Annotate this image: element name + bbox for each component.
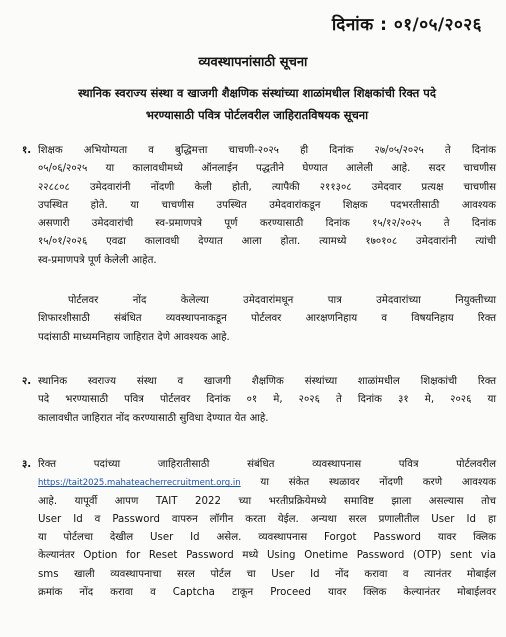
paragraph-text: पदे भरण्यासाठी पवित्र पोर्टलवर दिनांक ०१ मे, २०२६ ते दिनांक ३१ मे, २०२६ या xyxy=(38,394,496,406)
paragraph-line xyxy=(22,456,496,474)
paragraph-line xyxy=(22,474,496,492)
paragraph-line xyxy=(22,233,496,251)
paragraph-text: या पोर्टलचा देखील User Id असेल. व्यवस्थापनास Forgot Password यावर क्लिक xyxy=(38,532,496,544)
paragraph-text: केल्यानंतर Option for Reset Password मध्ये Using Onetime Password (OTP) sent via xyxy=(38,550,496,562)
paragraph-line: पदांसाठी माध्यमनिहाय जाहिरात देणे आवश्यक आहे. xyxy=(38,331,230,343)
paragraph-line xyxy=(22,142,496,160)
subtitle-line-1: स्थानिक स्वराज्य संस्था व खाजगी शैक्षणिक संस्थांच्या शाळांमधील शिक्षकांची रिक्त पदे xyxy=(78,86,436,100)
paragraph-text: sms खाली व्यवस्थापनाचा सरल पोर्टल चा User Id नोंद करावा व त्यानंतर मोबाईल xyxy=(38,568,496,580)
paragraph-text: स्व-प्रमाणपत्रे पूर्ण केलेली आहेत. xyxy=(38,254,157,266)
paragraph-line xyxy=(22,179,496,197)
paragraph-line xyxy=(22,252,496,270)
paragraph-line xyxy=(22,373,496,391)
paragraph-line xyxy=(22,493,496,511)
paragraph-1 xyxy=(22,142,496,270)
paragraph-text: २२८८०८ उमेदवारांनी नोंदणी केली होती, त्यापैकी २११३०८ उमेदवार प्रत्यक्ष चाचणीस xyxy=(38,181,496,193)
paragraph-line xyxy=(22,566,496,584)
notice-date: दिनांक : ०१/०५/२०२६ xyxy=(331,15,482,35)
paragraph-text: ०५/०६/२०२५ या कालावधीमध्ये ऑनलाईन पद्धतीने घेण्यात आलेली आहे. सदर चाचणीस xyxy=(38,163,496,175)
paragraph-text: उपस्थित होते. या चाचणीस उपस्थित उमेदवारांकडून शिक्षक पदभरतीसाठी आवश्यक xyxy=(38,199,496,211)
paragraph-text: असणारी उमेदवारांची स्व-प्रमाणपत्रे पूर्ण करण्यासाठी दिनांक १५/१२/२०२५ ते दिनांक xyxy=(38,218,496,230)
paragraph-line xyxy=(22,215,496,233)
paragraph-text: क्रमांक नोंद करावा व Captcha टाकून Proceed यावर क्लिक केल्यानंतर मोबाईलवर xyxy=(38,587,496,599)
paragraph-line: शिफारशीसाठी संबंधित व्यवस्थापनाकडून पोर्टलवर आरक्षणनिहाय व विषयनिहाय रिक्त xyxy=(38,313,496,325)
paragraph-text: रिक्त पदांच्या जाहिरातीसाठी संबंधित व्यवस्थापनास पवित्र पोर्टलवरील xyxy=(38,459,496,470)
subtitle-line-2: भरण्यासाठी पवित्र पोर्टलवरील जाहिरातविषयक सूचना xyxy=(145,108,369,122)
paragraph-line xyxy=(22,197,496,215)
paragraph-text: शिक्षक अभियोग्यता व बुद्धिमत्ता चाचणी-२०२५ ही दिनांक २७/०५/२०२५ ते दिनांक xyxy=(38,145,496,156)
paragraph-number: ३. xyxy=(22,459,32,470)
paragraph-line xyxy=(22,584,496,602)
paragraph-line xyxy=(22,529,496,547)
paragraph-text: १५/०१/२०२६ एवढा कालावधी देण्यात आला होता. त्यामध्ये १७०१०८ उमेदवारांनी त्यांची xyxy=(38,236,496,248)
paragraph-number: १. xyxy=(22,145,32,156)
paragraph-text: User Id व Password वापरुन लॉगीन करता येईल. अन्यथा सरल प्रणालीतील User Id हा xyxy=(38,513,496,525)
paragraph-line xyxy=(22,547,496,565)
notice-title: व्यवस्थापनांसाठी सूचना xyxy=(198,55,308,70)
paragraph-text: आहे. यापूर्वी आपण TAIT 2022 च्या भरतीप्रक्रियेमध्ये समाविष्ट झाला असल्यास तोच xyxy=(38,495,496,507)
notice-subtitle xyxy=(22,82,492,126)
paragraph-number: २. xyxy=(22,376,32,387)
portal-link[interactable]: https://tait2025.mahateacherrecruitment.org.in xyxy=(38,478,241,489)
paragraph-line xyxy=(22,511,496,529)
paragraph-line xyxy=(22,160,496,178)
paragraph-1-continuation xyxy=(38,292,496,347)
paragraph-2 xyxy=(22,373,496,428)
paragraph-line xyxy=(22,391,496,409)
paragraph-3 xyxy=(22,456,496,602)
paragraph-line xyxy=(22,410,496,428)
paragraph-text: कालावधीत जाहिरात नोंद करण्यासाठी सुविधा देण्यात येत आहे. xyxy=(38,412,269,424)
paragraph-text: या संकेत स्थळावर नोंदणी करणे आवश्यक xyxy=(240,477,496,489)
paragraph-line: पोर्टलवर नोंद केलेल्या उमेदवारांमधून पात्र उमेदवारांच्या नियुक्तीच्या xyxy=(68,295,496,306)
paragraph-text: स्थानिक स्वराज्य संस्था व खाजगी शैक्षणिक संस्थांच्या शाळांमधील शिक्षकांची रिक्त xyxy=(38,376,496,387)
